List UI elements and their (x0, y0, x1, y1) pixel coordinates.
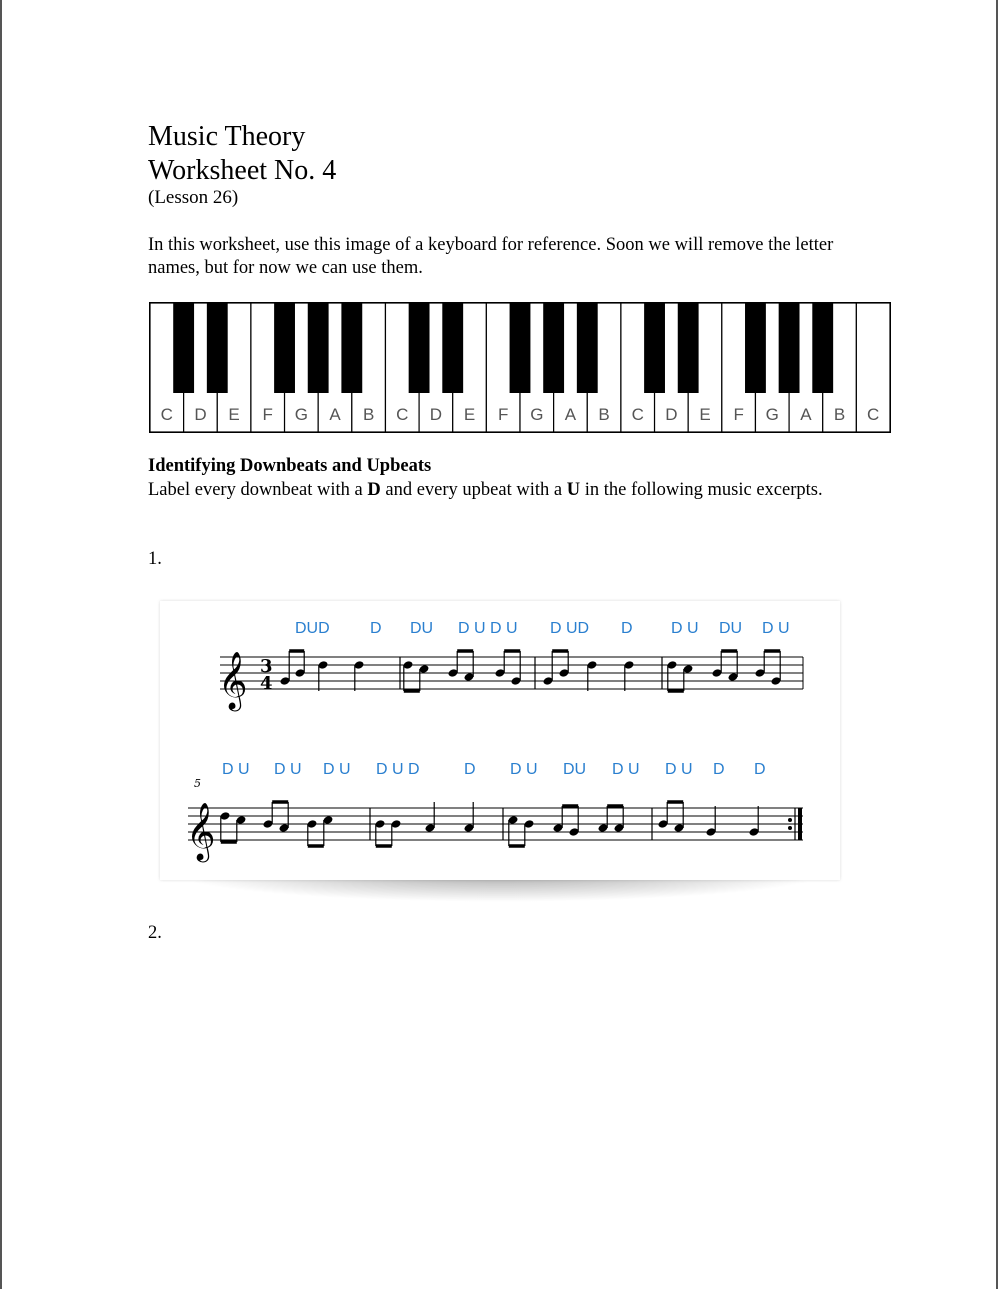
worksheet-title: Music Theory (148, 121, 306, 152)
key-label: G (530, 405, 544, 424)
beat-label: D U (665, 761, 693, 778)
beat-label: DU (410, 620, 434, 637)
key-label: C (160, 405, 173, 424)
key-label: E (699, 405, 711, 424)
black-key (812, 303, 833, 393)
key-label: A (800, 405, 812, 424)
beat-label: D (754, 761, 766, 778)
intro-paragraph: In this worksheet, use this image of a keyboard for reference. Soon we will remove the letter names, but for now we can use them. (148, 235, 834, 278)
beat-label: D (621, 620, 633, 637)
key-label: C (867, 405, 880, 424)
beat-label: D U D (376, 761, 420, 778)
item-number-1: 1. (148, 549, 162, 569)
key-label: A (564, 405, 577, 424)
black-key (543, 303, 564, 393)
repeat-dot (788, 826, 792, 830)
key-label: F (262, 405, 273, 424)
beat-label: D (713, 761, 725, 778)
key-label: F (497, 405, 509, 424)
time-signature-top: 3 (260, 656, 273, 677)
repeat-dot (788, 818, 792, 822)
key-label: F (733, 405, 744, 424)
beat-label: D (464, 761, 476, 778)
instruction-paragraph (148, 479, 838, 502)
key-label: E (228, 405, 240, 424)
beat-label: D U (762, 620, 790, 637)
piano-keyboard-image (149, 302, 891, 433)
key-label: D (194, 405, 207, 424)
key-label: G (765, 405, 779, 424)
black-key (207, 303, 228, 393)
key-label: A (329, 405, 341, 424)
beat-label: D UD (550, 620, 590, 637)
beat-label: D U (510, 761, 538, 778)
key-label: C (396, 405, 409, 424)
black-key (341, 303, 362, 393)
lesson-label: (Lesson 26) (148, 187, 239, 208)
black-key (678, 303, 699, 393)
beat-label: DU (719, 620, 743, 637)
black-key (779, 303, 800, 393)
key-label: B (598, 405, 610, 424)
black-key (644, 303, 665, 393)
black-key (442, 303, 463, 393)
instruction-bold-u: U (566, 480, 581, 500)
music-score (160, 601, 840, 880)
beat-label: D U (274, 761, 302, 778)
beat-label: D U (671, 620, 699, 637)
key-label: B (362, 405, 375, 424)
key-label: D (665, 405, 678, 424)
key-label: B (833, 405, 846, 424)
instruction-text-2: and every upbeat with a (380, 480, 567, 500)
section-heading: Identifying Downbeats and Upbeats (148, 456, 432, 476)
measure-number: 5 (194, 777, 201, 790)
key-label: G (294, 405, 308, 424)
key-label: C (631, 405, 644, 424)
black-key (577, 303, 598, 393)
beat-label: DUD (295, 620, 330, 637)
treble-clef-icon: 𝄞 (218, 651, 248, 709)
instruction-bold-d: D (367, 480, 381, 500)
time-signature-bottom: 4 (260, 673, 273, 694)
beat-label: DU (563, 761, 587, 778)
instruction-text-3: in the following music excerpts. (580, 480, 823, 500)
beat-label: D U (222, 761, 250, 778)
beat-label: D (370, 620, 382, 637)
treble-clef-icon: 𝄞 (186, 802, 216, 860)
black-key (173, 303, 194, 393)
black-key (308, 303, 329, 393)
worksheet-subtitle: Worksheet No. 4 (148, 155, 337, 186)
instruction-text-1: Label every downbeat with a (148, 480, 368, 500)
black-key (510, 303, 531, 393)
beat-label: D U D U (458, 620, 518, 637)
black-key (274, 303, 295, 393)
key-label: D (429, 405, 443, 424)
black-key (409, 303, 430, 393)
beat-label: D U (612, 761, 640, 778)
beat-label: D U (323, 761, 351, 778)
item-number-2: 2. (148, 923, 162, 943)
key-label: E (463, 405, 476, 424)
black-key (745, 303, 766, 393)
